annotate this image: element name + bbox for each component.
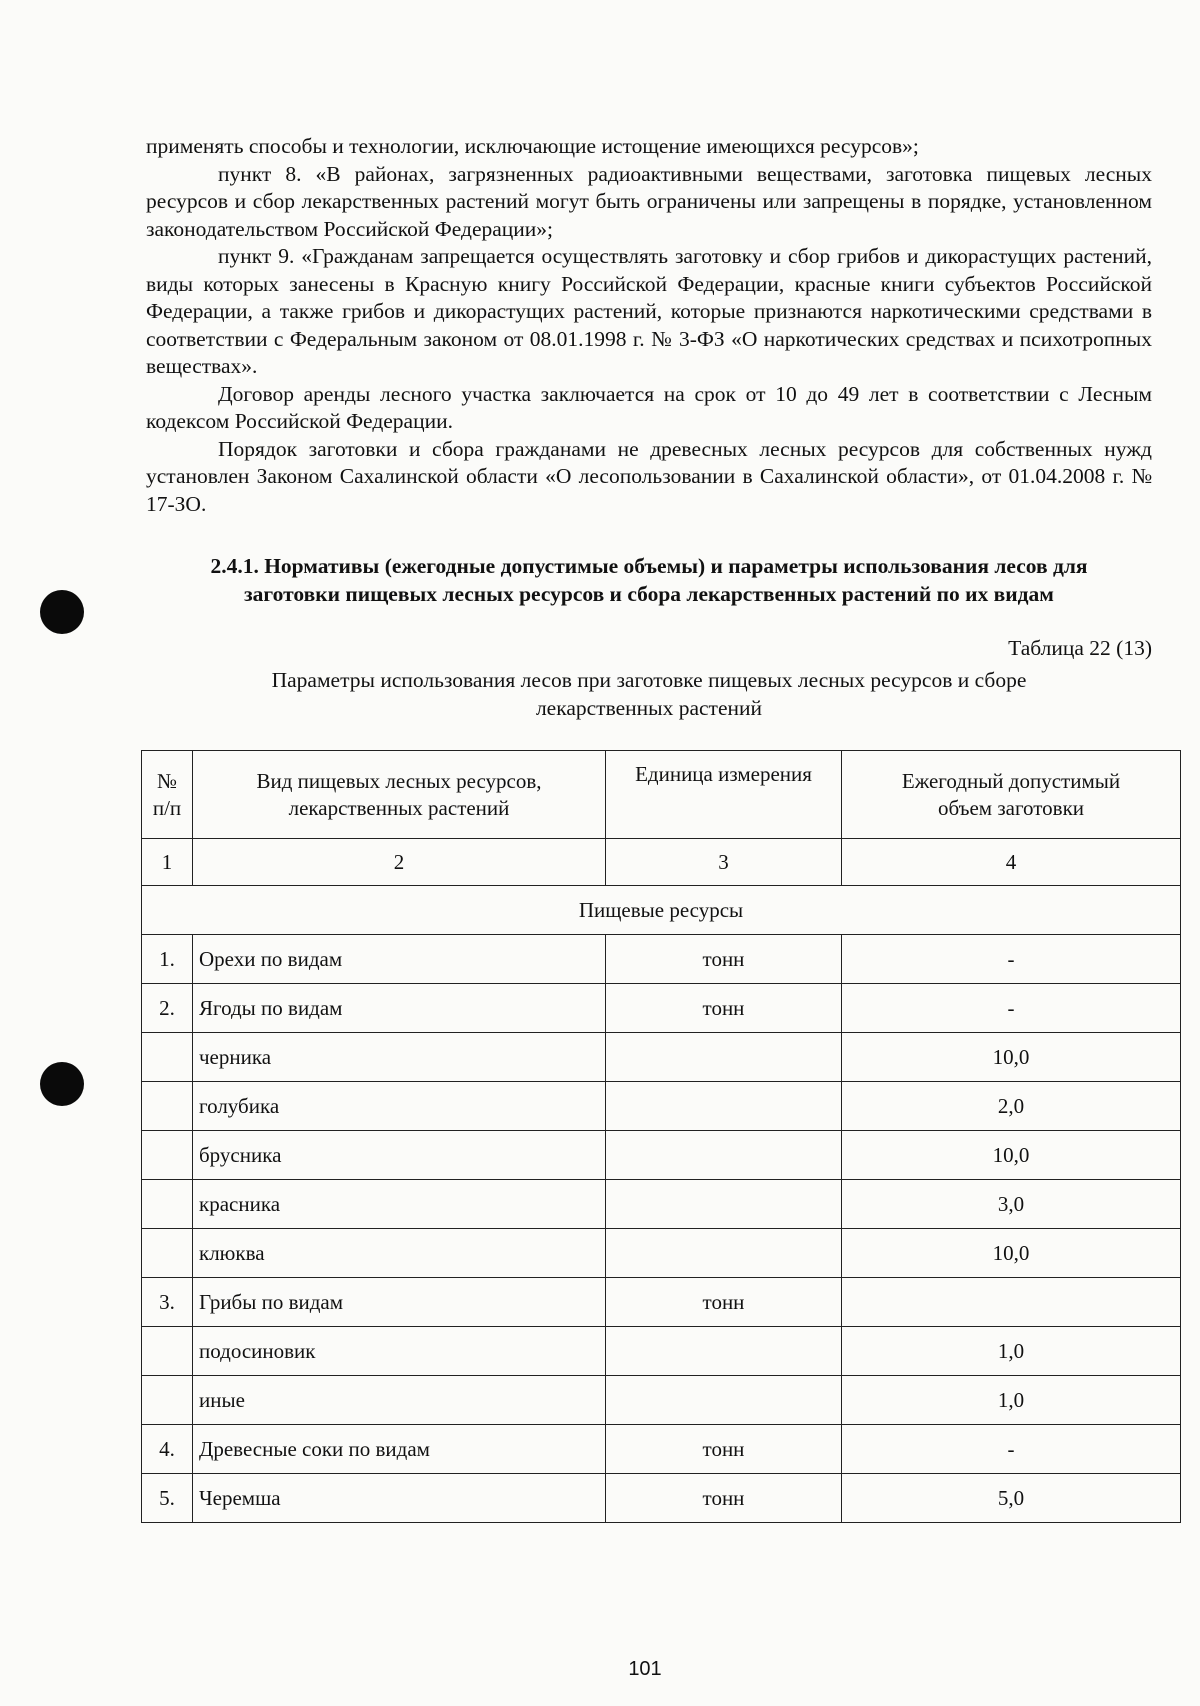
row-number [142, 1229, 193, 1278]
paragraph: пункт 8. «В районах, загрязненных радиоактивными веществами, заготовка пищевых лесных ресурсов и сбор лекарственных растений могут быть ограничены или запрещены в порядке, установленном законодательством Российской Федерации»; [146, 161, 1152, 241]
column-number: 2 [193, 839, 606, 886]
row-resource-name: Орехи по видам [193, 935, 606, 984]
table-row [142, 984, 1181, 1033]
table-row [142, 1425, 1181, 1474]
table-row [142, 1033, 1181, 1082]
header-text: объем заготовки [937, 795, 1085, 820]
row-number: 4. [142, 1425, 193, 1474]
row-value: 3,0 [842, 1180, 1181, 1229]
paragraph: Договор аренды лесного участка заключается на срок от 10 до 49 лет в соответствии с Лесным кодексом Российской Федерации. [146, 381, 1152, 433]
section-title-line: 2.4.1. Нормативы (ежегодные допустимые объемы) и параметры использования лесов для [210, 554, 1088, 578]
row-number: 5. [142, 1474, 193, 1523]
table-caption-line: лекарственных растений [535, 696, 763, 720]
header-annual-volume [842, 751, 1181, 839]
paragraph: применять способы и технологии, исключающие истощение имеющихся ресурсов»; [146, 134, 919, 158]
row-resource-name: подосиновик [193, 1327, 606, 1376]
column-number: 4 [842, 839, 1181, 886]
table-row [142, 1131, 1181, 1180]
row-value: 10,0 [842, 1131, 1181, 1180]
row-resource-name: Древесные соки по видам [193, 1425, 606, 1474]
header-number [142, 751, 193, 839]
row-number [142, 1033, 193, 1082]
row-value [842, 1278, 1181, 1327]
row-unit [606, 1327, 842, 1376]
row-number [142, 1180, 193, 1229]
row-unit [606, 1180, 842, 1229]
row-number: 1. [142, 935, 193, 984]
row-resource-name: голубика [193, 1082, 606, 1131]
row-value: 1,0 [842, 1376, 1181, 1425]
row-unit [606, 1131, 842, 1180]
row-resource-name: Черемша [193, 1474, 606, 1523]
table-row [142, 1474, 1181, 1523]
punch-hole-top [40, 590, 84, 634]
row-unit [606, 1082, 842, 1131]
row-unit [606, 1229, 842, 1278]
row-unit: тонн [606, 1474, 842, 1523]
header-text: Ежегодный допустимый [901, 768, 1121, 793]
row-value: 1,0 [842, 1327, 1181, 1376]
paragraph: Порядок заготовки и сбора гражданами не древесных лесных ресурсов для собственных нужд установлен Законом Сахалинской области «О лесопользовании в Сахалинской области», от 01.04.2008 г. № 17-ЗО. [146, 436, 1152, 516]
header-text: п/п [152, 795, 182, 820]
page-number: 101 [628, 1658, 662, 1680]
header-text: № [156, 768, 178, 793]
paragraph: пункт 9. «Гражданам запрещается осуществлять заготовку и сбор грибов и дикорастущих растений, виды которых занесены в Красную книгу Российской Федерации, красные книги субъектов Российской Федерации, а также грибов и дикорастущих растений, которые признаются наркотическими средствами в соответствии с Федеральным законом от 08.01.1998 г. № 3-ФЗ «О наркотических средствах и психотропных веществах». [146, 244, 1152, 378]
header-text: Вид пищевых лесных ресурсов, [256, 768, 542, 793]
body-text [146, 133, 1152, 518]
column-number: 1 [142, 839, 193, 886]
row-resource-name: Ягоды по видам [193, 984, 606, 1033]
row-value: 5,0 [842, 1474, 1181, 1523]
row-value: - [842, 935, 1181, 984]
row-resource-name: черника [193, 1033, 606, 1082]
header-resource-type [193, 751, 606, 839]
section-row [142, 886, 1181, 935]
row-unit: тонн [606, 1425, 842, 1474]
table-row [142, 1180, 1181, 1229]
row-resource-name: красника [193, 1180, 606, 1229]
table-number: Таблица 22 (13) [1008, 636, 1152, 660]
row-unit: тонн [606, 984, 842, 1033]
section-title-line: заготовки пищевых лесных ресурсов и сбора лекарственных растений по их видам [244, 582, 1054, 606]
table-header-row [142, 751, 1181, 839]
row-number [142, 1376, 193, 1425]
row-number [142, 1082, 193, 1131]
row-number [142, 1327, 193, 1376]
table-caption-line: Параметры использования лесов при заготовке пищевых лесных ресурсов и сборе [271, 668, 1027, 692]
table-row [142, 1229, 1181, 1278]
table-row [142, 1376, 1181, 1425]
row-resource-name: клюква [193, 1229, 606, 1278]
header-unit: Единица измерения [606, 751, 842, 839]
row-value: - [842, 984, 1181, 1033]
row-number: 2. [142, 984, 193, 1033]
table-row [142, 1327, 1181, 1376]
table-row [142, 1278, 1181, 1327]
row-value: - [842, 1425, 1181, 1474]
row-unit: тонн [606, 935, 842, 984]
row-unit [606, 1033, 842, 1082]
header-text: лекарственных растений [288, 795, 510, 820]
row-number: 3. [142, 1278, 193, 1327]
row-number [142, 1131, 193, 1180]
row-resource-name: брусника [193, 1131, 606, 1180]
row-unit [606, 1376, 842, 1425]
row-resource-name: иные [193, 1376, 606, 1425]
row-value: 2,0 [842, 1082, 1181, 1131]
column-number: 3 [606, 839, 842, 886]
column-number-row [142, 839, 1181, 886]
row-value: 10,0 [842, 1033, 1181, 1082]
row-unit: тонн [606, 1278, 842, 1327]
table-caption [146, 666, 1152, 722]
table-row [142, 935, 1181, 984]
section-label: Пищевые ресурсы [142, 886, 1181, 935]
row-value: 10,0 [842, 1229, 1181, 1278]
section-title [146, 552, 1152, 608]
row-resource-name: Грибы по видам [193, 1278, 606, 1327]
punch-hole-bottom [40, 1062, 84, 1106]
resource-table [141, 750, 1181, 1523]
table-row [142, 1082, 1181, 1131]
